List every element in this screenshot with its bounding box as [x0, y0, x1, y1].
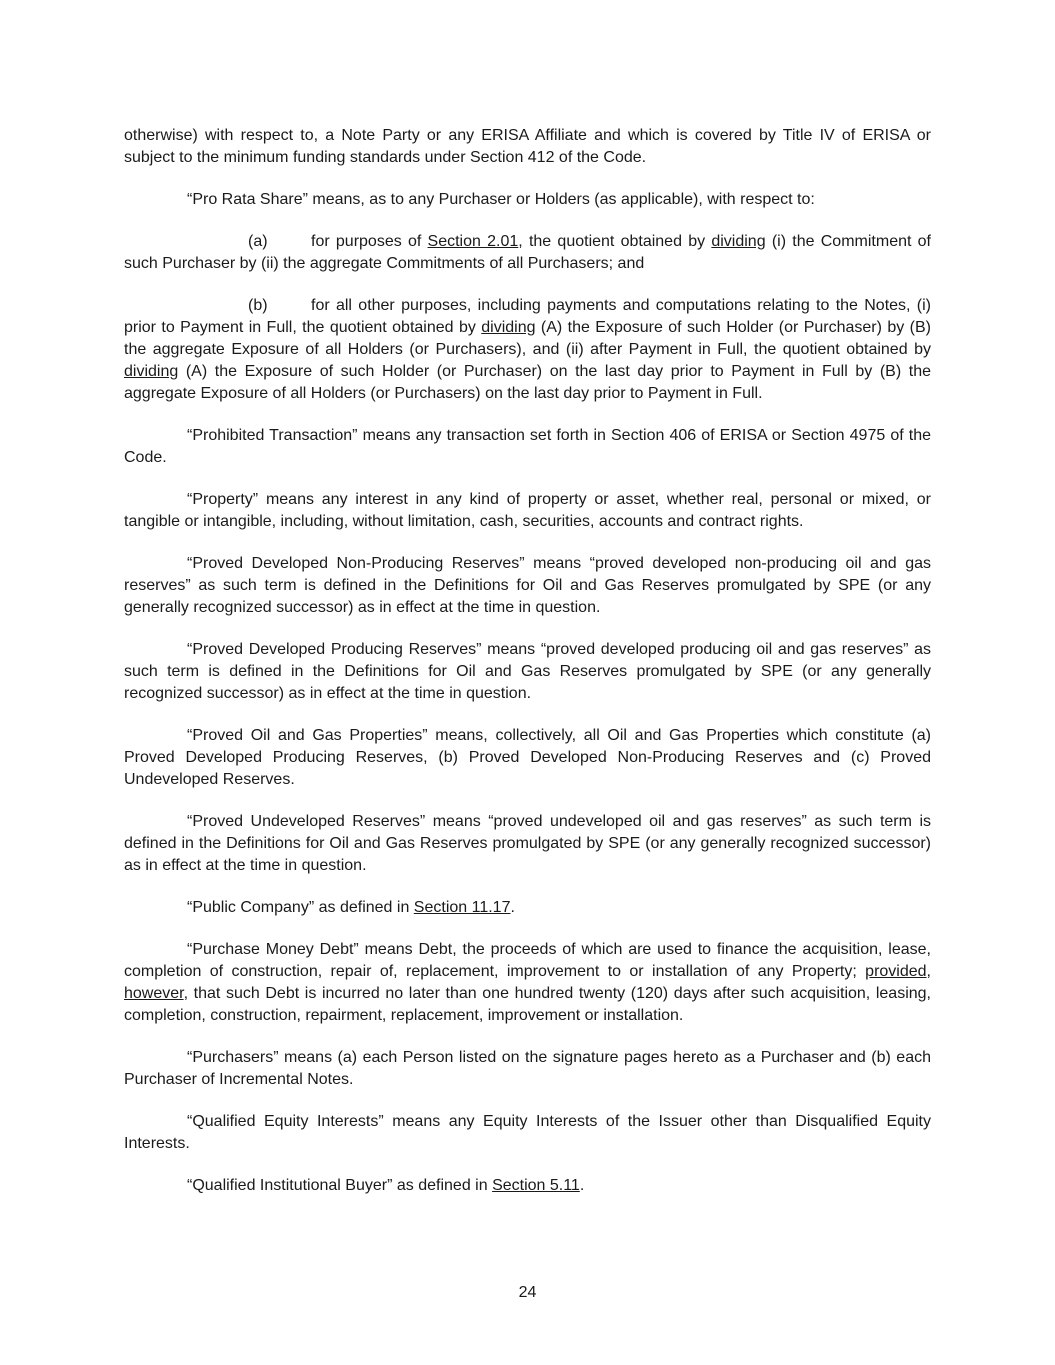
- qib-period: .: [579, 1177, 585, 1194]
- qib-text: “Qualified Institutional Buyer” as defined in: [187, 1177, 488, 1194]
- section-5-11-reference: Section 5.11: [492, 1177, 580, 1194]
- clause-marker-b: (b): [248, 297, 268, 314]
- def-purchasers: “Purchasers” means (a) each Person listed on the signature pages hereto as a Purchaser and (b) each Purchaser of Incremental Notes.: [124, 1049, 931, 1088]
- def-qualified-institutional-buyer: [124, 1175, 931, 1197]
- def-proved-developed-producing-reserves: “Proved Developed Producing Reserves” means “proved developed producing oil and gas reserves” as such term is defined in the Definitions for Oil and Gas Reserves promulgated by SPE (or any generally recognized successor) as in effect at the time in question.: [124, 641, 931, 702]
- however-term: however: [124, 985, 184, 1002]
- public-company-text: “Public Company” as defined in: [187, 899, 410, 916]
- def-property: “Property” means any interest in any kind of property or asset, whether real, personal or mixed, or tangible or intangible, including, without limitation, cash, securities, accounts and contract rights.: [124, 491, 931, 530]
- clause-b-text-2: (A) the Exposure of such Holder (or Purchaser) by (B) the aggregate Exposure of all Holders (or Purchasers), and (ii) after Payment in Full, the quotient obtained by: [124, 319, 931, 358]
- clause-b-text-3: (A) the Exposure of such Holder (or Purchaser) on the last day prior to Payment in Full by (B) the aggregate Exposure of all Holders (or Purchasers) on the last day prior to Payment in Full.: [124, 363, 931, 402]
- clause-a-text-1: for purposes of: [311, 233, 422, 250]
- pro-rata-clause-b: [124, 295, 931, 405]
- clause-a-text-3: (i) the Commitment of such Purchaser by (ii) the aggregate Commitments of all Purchasers; and: [124, 233, 932, 272]
- page-number: 24: [518, 1284, 537, 1301]
- public-company-period: .: [510, 899, 515, 916]
- section-2-01-reference: Section 2.01: [427, 233, 519, 250]
- provided-term: provided: [865, 963, 927, 980]
- def-purchase-money-debt: [124, 939, 931, 1027]
- clause-b-text-1: for all other purposes, including payments and computations relating to the Notes, (i) prior to Payment in Full, the quotient obtained by: [124, 297, 931, 336]
- page-body: [124, 125, 931, 1217]
- purchase-money-debt-comma: ,: [926, 963, 931, 980]
- purchase-money-debt-text-2: , that such Debt is incurred no later than one hundred twenty (120) days after such acquisition, leasing, completion, construction, repairment, replacement, improvement or installation.: [124, 985, 931, 1024]
- clause-a-text-2: , the quotient obtained by: [518, 233, 706, 250]
- section-11-17-reference: Section 11.17: [413, 899, 511, 916]
- dividing-term: dividing: [124, 363, 179, 380]
- pro-rata-clause-a: [124, 231, 931, 275]
- def-qualified-equity-interests: “Qualified Equity Interests” means any Equity Interests of the Issuer other than Disqualified Equity Interests.: [124, 1113, 931, 1152]
- def-proved-undeveloped-reserves: “Proved Undeveloped Reserves” means “proved undeveloped oil and gas reserves” as such term is defined in the Definitions for Oil and Gas Reserves promulgated by SPE (or any generally recognized successor) as in effect at the time in question.: [124, 813, 931, 874]
- def-pro-rata-share: “Pro Rata Share” means, as to any Purchaser or Holders (as applicable), with respect to:: [187, 191, 815, 208]
- clause-marker-a: (a): [248, 233, 268, 250]
- purchase-money-debt-text-1: “Purchase Money Debt” means Debt, the proceeds of which are used to finance the acquisition, lease, completion of construction, repair of, replacement, improvement to or installation of any Property;: [124, 941, 931, 980]
- def-proved-developed-non-producing-reserves: “Proved Developed Non-Producing Reserves” means “proved developed non-producing oil and gas reserves” as such term is defined in the Definitions for Oil and Gas Reserves promulgated by SPE (or any generally recognized successor) as in effect at the time in question.: [124, 555, 931, 616]
- dividing-term: dividing: [711, 233, 766, 250]
- def-proved-oil-and-gas-properties: “Proved Oil and Gas Properties” means, collectively, all Oil and Gas Properties which constitute (a) Proved Developed Producing Reserves, (b) Proved Developed Non-Producing Reserves and (c) Proved Undeveloped Reserves.: [124, 727, 931, 788]
- def-prohibited-transaction: “Prohibited Transaction” means any transaction set forth in Section 406 of ERISA or Section 4975 of the Code.: [124, 427, 931, 466]
- erisa-plan-continuation: otherwise) with respect to, a Note Party or any ERISA Affiliate and which is covered by Title IV of ERISA or subject to the minimum funding standards under Section 412 of the Code.: [124, 127, 931, 166]
- def-public-company: [124, 897, 931, 919]
- dividing-term: dividing: [481, 319, 536, 336]
